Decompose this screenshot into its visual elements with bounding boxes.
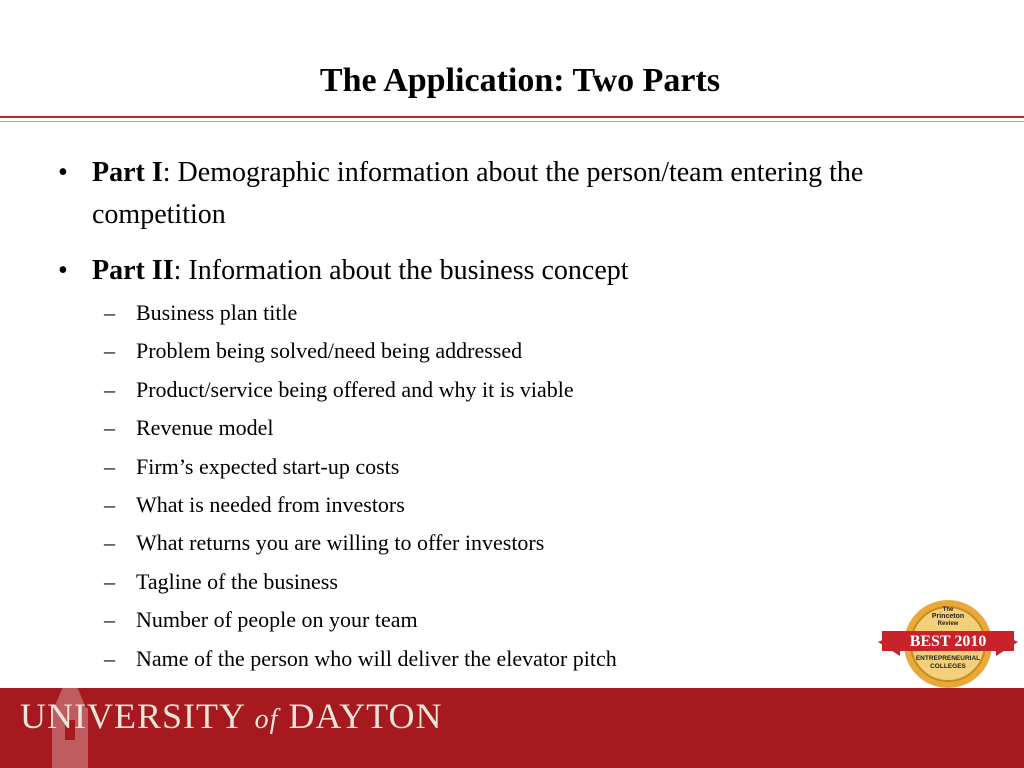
sub-item-text: What returns you are willing to offer investors	[136, 530, 545, 556]
princeton-review-badge	[878, 598, 1018, 690]
university-wordmark	[20, 695, 442, 737]
sub-item	[104, 332, 918, 370]
sub-item-text: Name of the person who will deliver the elevator pitch	[136, 645, 617, 671]
sub-item	[104, 294, 918, 332]
badge-review: Review	[937, 621, 959, 627]
badge-entrepreneurial: ENTREPRENEURIAL	[915, 655, 981, 662]
dash-marker: –	[104, 300, 115, 325]
dash-marker: –	[104, 492, 115, 518]
sub-item-text: Firm’s expected start-up costs	[136, 453, 400, 479]
dash-marker: –	[104, 568, 115, 594]
dash-marker: –	[104, 376, 115, 402]
title-divider	[0, 116, 1024, 118]
dash-marker: –	[104, 453, 115, 479]
sub-item	[104, 486, 918, 524]
sub-item	[104, 409, 918, 447]
dash-marker: –	[104, 607, 115, 633]
sub-item	[104, 563, 918, 601]
badge-princeton: Princeton	[931, 613, 965, 620]
slide-title: The Application: Two Parts	[319, 62, 721, 99]
title-divider-thin	[0, 121, 1024, 122]
bullet-part-2	[58, 250, 918, 292]
wordmark-dayton: DAYTON	[278, 696, 443, 736]
slide-body	[58, 152, 918, 678]
bullet-part-1-text: : Demographic information about the person/team entering the competition	[92, 157, 864, 230]
sub-item	[104, 371, 918, 409]
badge-best-2010: BEST 2010	[909, 633, 987, 650]
sub-item	[104, 448, 918, 486]
dash-marker: –	[104, 530, 115, 556]
dash-marker: –	[104, 415, 115, 441]
sub-item-text: What is needed from investors	[136, 492, 405, 518]
sub-item-text: Business plan title	[136, 300, 298, 325]
bullet-part-2-text: : Information about the business concept	[173, 255, 629, 286]
dash-marker: –	[104, 338, 115, 364]
bullet-part-1-label: Part I	[92, 157, 163, 188]
bullet-part-1	[58, 152, 918, 236]
sub-item	[104, 601, 918, 639]
sub-item-text: Tagline of the business	[136, 568, 338, 594]
bullet-dot: •	[58, 255, 68, 286]
dash-marker: –	[104, 645, 115, 671]
badge-colleges: COLLEGES	[930, 663, 966, 670]
sub-item	[104, 524, 918, 562]
sub-item-list	[104, 294, 918, 678]
sub-item-text: Problem being solved/need being addressed	[136, 338, 523, 364]
wordmark-university: UNIVERSITY	[20, 696, 255, 736]
sub-item	[104, 640, 918, 678]
sub-item-text: Product/service being offered and why it is viable	[136, 376, 574, 402]
badge-the: The	[942, 607, 954, 613]
wordmark-of: of	[254, 704, 279, 735]
footer-banner	[0, 688, 1024, 768]
sub-item-text: Revenue model	[136, 415, 274, 441]
bullet-dot: •	[58, 157, 68, 188]
bullet-part-2-label: Part II	[92, 255, 174, 286]
sub-item-text: Number of people on your team	[136, 607, 418, 633]
